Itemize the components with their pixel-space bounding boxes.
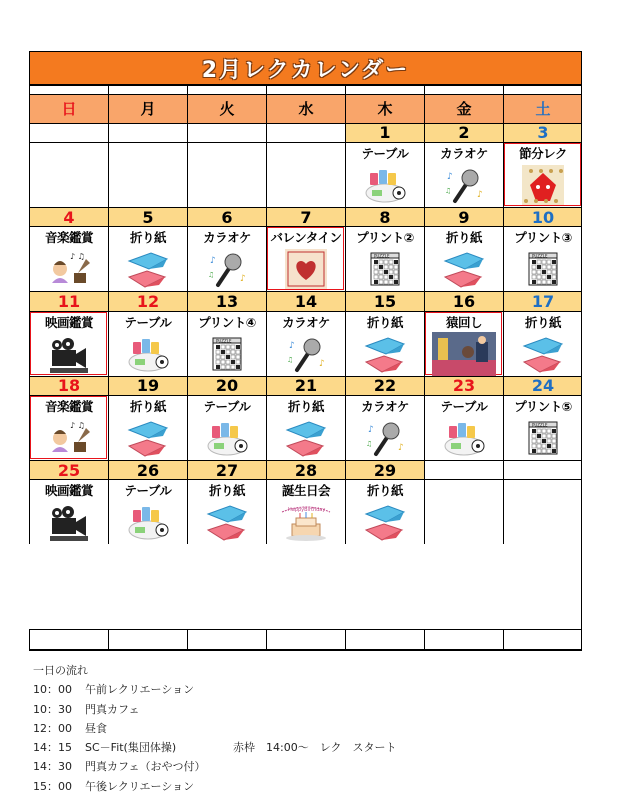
activity-cell	[108, 479, 187, 544]
cake-icon	[274, 500, 338, 544]
activity-label: 猿回し	[445, 314, 482, 330]
date-cell: 13	[187, 291, 266, 310]
svg-text:♪: ♪	[289, 340, 295, 351]
activity-label: プリント④	[198, 314, 256, 330]
activity-label: カラオケ	[440, 146, 488, 162]
activity-label: 折り紙	[366, 314, 403, 330]
weekday-header: 日	[29, 94, 108, 123]
schedule-item: 10：30 門真カフェ	[33, 702, 140, 716]
activity-cell	[108, 311, 187, 376]
weekday-header: 水	[266, 94, 345, 123]
date-cell: 14	[266, 291, 345, 310]
activity-cell	[503, 226, 582, 291]
empty-activity-cell	[424, 479, 503, 544]
date-cell: 18	[29, 376, 108, 395]
activity-cell	[187, 311, 266, 376]
empty-date-cell	[266, 629, 345, 650]
svg-text:PUZZLE: PUZZLE	[532, 422, 548, 428]
svg-text:♫: ♫	[287, 355, 294, 364]
movie-icon	[46, 500, 92, 544]
svg-text:♪ ♫: ♪ ♫	[70, 421, 85, 431]
activity-cell	[424, 226, 503, 291]
svg-text:♪: ♪	[398, 443, 404, 454]
empty-activity-cell	[108, 142, 187, 207]
schedule-item: 12：00 昼食	[33, 721, 107, 735]
movie-icon	[46, 332, 92, 376]
svg-text:♪: ♪	[319, 358, 325, 369]
weekday-header: 木	[345, 94, 424, 123]
empty-date-cell	[345, 629, 424, 650]
karaoke-icon	[283, 332, 329, 376]
valentine-icon	[283, 247, 329, 291]
date-cell: 15	[345, 291, 424, 310]
origami-icon	[204, 500, 250, 544]
spacer-cell	[29, 85, 108, 94]
date-cell: 9	[424, 207, 503, 226]
activity-cell	[424, 142, 503, 207]
date-cell: 12	[108, 291, 187, 310]
date-cell: 19	[108, 376, 187, 395]
activity-cell	[345, 479, 424, 544]
music-icon	[46, 416, 92, 460]
table-game-icon	[441, 416, 487, 460]
activity-cell	[503, 142, 582, 207]
activity-label: 誕生日会	[281, 483, 330, 499]
origami-icon	[441, 247, 487, 291]
karaoke-icon	[204, 247, 250, 291]
empty-date-cell	[424, 629, 503, 650]
date-cell: 16	[424, 291, 503, 310]
origami-icon	[125, 247, 171, 291]
activity-label: 折り紙	[129, 230, 166, 246]
svg-text:♪: ♪	[477, 190, 483, 201]
activity-label: 映画鑑賞	[44, 483, 93, 499]
empty-date-cell	[266, 123, 345, 142]
schedule-item: 14：15 SC－Fit(集団体操) 赤枠 14:00～ レク スタート	[33, 738, 205, 757]
activity-label: プリント⑤	[514, 399, 572, 415]
spacer-cell	[187, 85, 266, 94]
date-cell: 6	[187, 207, 266, 226]
activity-cell	[108, 226, 187, 291]
date-cell: 28	[266, 460, 345, 479]
activity-label: 折り紙	[445, 230, 482, 246]
schedule-item: 15：00 午後レクリエーション	[33, 779, 195, 793]
table-game-icon	[204, 416, 250, 460]
activity-label: 折り紙	[129, 399, 166, 415]
activity-cell	[29, 479, 108, 544]
activity-label: バレンタイン	[270, 230, 342, 246]
spacer-cell	[345, 85, 424, 94]
date-cell: 23	[424, 376, 503, 395]
puzzle-icon	[520, 247, 566, 291]
empty-activity-cell	[503, 650, 582, 651]
activity-label: テーブル	[124, 483, 172, 499]
activity-cell	[503, 311, 582, 376]
origami-icon	[520, 332, 566, 376]
empty-date-cell	[187, 629, 266, 650]
empty-activity-cell	[29, 650, 108, 651]
svg-text:♪: ♪	[447, 172, 453, 183]
svg-text:HappyBirthday: HappyBirthday	[288, 507, 326, 514]
svg-text:♫: ♫	[208, 271, 215, 280]
activity-cell	[345, 311, 424, 376]
music-icon	[46, 247, 92, 291]
activity-label: 音楽鑑賞	[44, 230, 93, 246]
monkey-show-icon	[432, 332, 496, 376]
date-cell: 17	[503, 291, 582, 310]
calendar-title-bar	[29, 51, 582, 85]
origami-icon	[283, 416, 329, 460]
empty-date-cell	[424, 460, 503, 479]
activity-label: テーブル	[440, 399, 488, 415]
activity-cell	[29, 226, 108, 291]
activity-label: 節分レク	[519, 146, 567, 162]
puzzle-icon	[520, 416, 566, 460]
karaoke-icon	[441, 163, 487, 207]
activity-label: テーブル	[203, 399, 251, 415]
empty-activity-cell	[503, 479, 582, 544]
date-cell: 4	[29, 207, 108, 226]
date-cell: 2	[424, 123, 503, 142]
activity-cell	[424, 395, 503, 460]
date-cell: 22	[345, 376, 424, 395]
date-cell: 1	[345, 123, 424, 142]
date-cell: 29	[345, 460, 424, 479]
empty-activity-cell	[345, 650, 424, 651]
activity-cell	[266, 395, 345, 460]
activity-label: 音楽鑑賞	[44, 399, 93, 415]
activity-label: 折り紙	[366, 483, 403, 499]
activity-label: プリント②	[356, 230, 414, 246]
empty-activity-cell	[266, 142, 345, 207]
date-cell: 5	[108, 207, 187, 226]
spacer-cell	[108, 85, 187, 94]
svg-text:♫: ♫	[366, 440, 373, 449]
date-cell: 24	[503, 376, 582, 395]
date-cell: 25	[29, 460, 108, 479]
activity-cell	[345, 395, 424, 460]
activity-label: 折り紙	[208, 483, 245, 499]
activity-label: 折り紙	[287, 399, 324, 415]
daily-schedule	[33, 661, 397, 796]
empty-activity-cell	[424, 650, 503, 651]
activity-label: カラオケ	[361, 399, 409, 415]
date-cell: 21	[266, 376, 345, 395]
puzzle-icon	[362, 247, 408, 291]
empty-date-cell	[503, 629, 582, 650]
schedule-item: 14：30 門真カフェ（おやつ付）	[33, 760, 206, 774]
svg-text:PUZZLE: PUZZLE	[374, 253, 390, 259]
spacer-cell	[266, 85, 345, 94]
calendar-title: 2月レクカレンダー	[201, 57, 410, 83]
date-cell: 8	[345, 207, 424, 226]
date-cell: 27	[187, 460, 266, 479]
activity-cell	[424, 311, 503, 376]
activity-cell	[266, 226, 345, 291]
activity-label: テーブル	[361, 146, 409, 162]
activity-cell	[266, 311, 345, 376]
activity-label: カラオケ	[203, 230, 251, 246]
puzzle-icon	[204, 332, 250, 376]
date-cell: 3	[503, 123, 582, 142]
svg-text:♪: ♪	[240, 274, 246, 285]
svg-text:PUZZLE: PUZZLE	[532, 253, 548, 259]
empty-activity-cell	[266, 650, 345, 651]
svg-text:♫: ♫	[445, 187, 452, 196]
activity-cell	[29, 311, 108, 376]
table-game-icon	[362, 163, 408, 207]
origami-icon	[362, 500, 408, 544]
empty-date-cell	[108, 123, 187, 142]
activity-cell	[345, 142, 424, 207]
svg-text:♪ ♫: ♪ ♫	[70, 252, 85, 262]
activity-label: プリント③	[514, 230, 572, 246]
origami-icon	[125, 416, 171, 460]
activity-cell	[108, 395, 187, 460]
table-game-icon	[125, 500, 171, 544]
activity-label: テーブル	[124, 314, 172, 330]
svg-text:♪: ♪	[210, 256, 216, 267]
empty-activity-cell	[187, 142, 266, 207]
origami-icon	[362, 332, 408, 376]
activity-cell	[187, 479, 266, 544]
spacer-cell	[424, 85, 503, 94]
empty-activity-cell	[187, 650, 266, 651]
empty-activity-cell	[108, 650, 187, 651]
table-game-icon	[125, 332, 171, 376]
spacer-cell	[503, 85, 582, 94]
weekday-header: 月	[108, 94, 187, 123]
empty-date-cell	[108, 629, 187, 650]
date-cell: 20	[187, 376, 266, 395]
empty-date-cell	[29, 629, 108, 650]
weekday-header: 土	[503, 94, 582, 123]
date-cell: 11	[29, 291, 108, 310]
weekday-header: 火	[187, 94, 266, 123]
activity-cell	[187, 395, 266, 460]
activity-label: 映画鑑賞	[44, 314, 93, 330]
activity-cell	[345, 226, 424, 291]
schedule-heading: 一日の流れ	[33, 664, 88, 677]
activity-cell	[187, 226, 266, 291]
date-cell: 7	[266, 207, 345, 226]
activity-cell	[29, 395, 108, 460]
calendar-grid	[29, 85, 582, 735]
activity-label: カラオケ	[282, 314, 330, 330]
activity-cell	[266, 479, 345, 544]
setsubun-icon	[520, 163, 566, 207]
empty-activity-cell	[29, 142, 108, 207]
activity-cell	[503, 395, 582, 460]
svg-text:♪: ♪	[368, 425, 374, 436]
activity-label: 折り紙	[524, 314, 561, 330]
empty-date-cell	[187, 123, 266, 142]
date-cell: 10	[503, 207, 582, 226]
date-cell: 26	[108, 460, 187, 479]
empty-date-cell	[29, 123, 108, 142]
start-note: 赤枠 14:00～ レク スタート	[233, 741, 397, 755]
karaoke-icon	[362, 416, 408, 460]
svg-text:PUZZLE: PUZZLE	[216, 338, 232, 344]
schedule-item: 10：00 午前レクリエーション	[33, 683, 195, 697]
weekday-header: 金	[424, 94, 503, 123]
empty-date-cell	[503, 460, 582, 479]
